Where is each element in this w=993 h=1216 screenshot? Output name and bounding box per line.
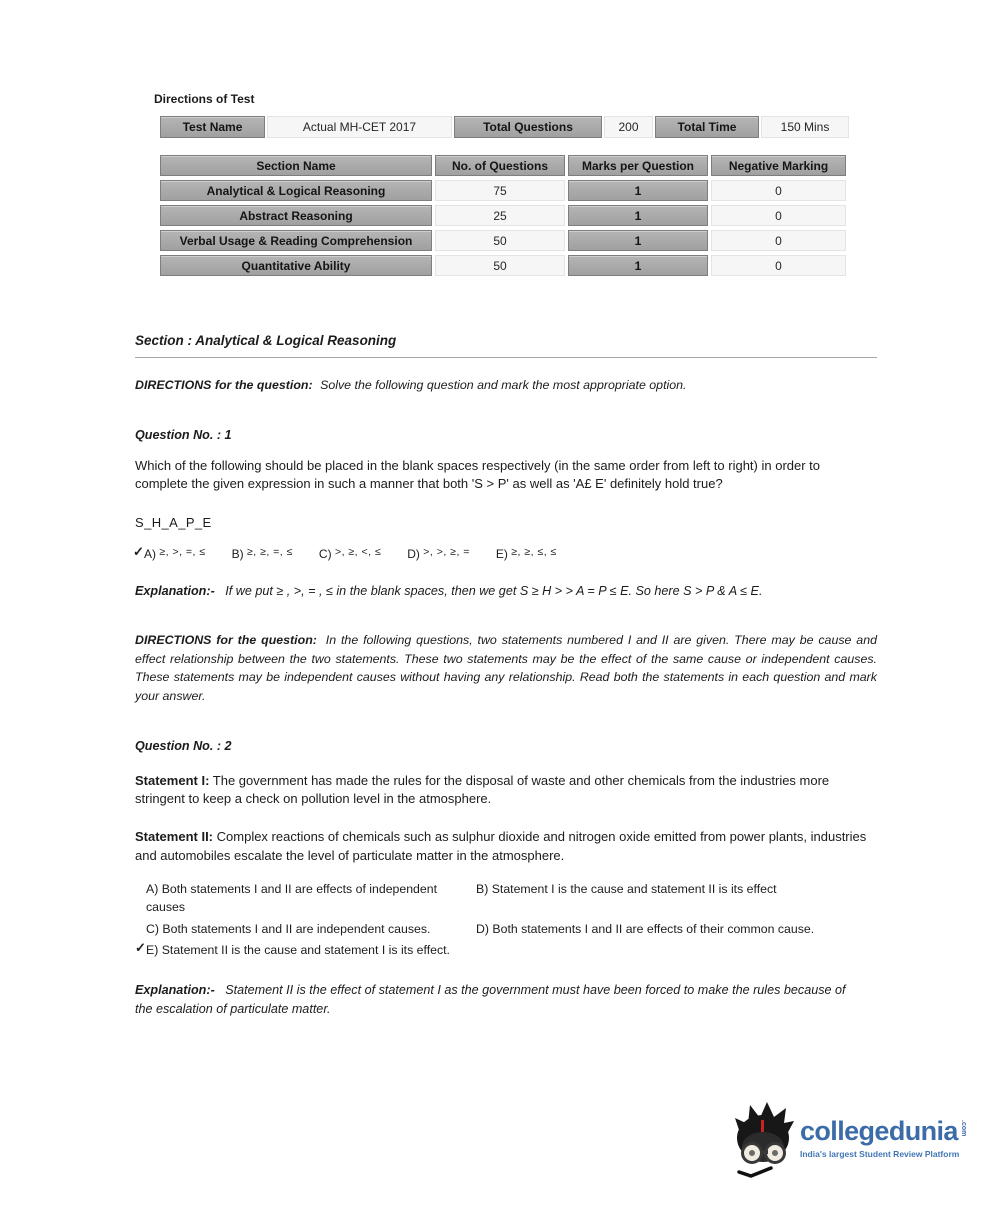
negative-cell: 0 xyxy=(711,255,846,276)
column-header-section-name: Section Name xyxy=(160,155,432,176)
questions-cell: 75 xyxy=(435,180,565,201)
section-name-cell: Analytical & Logical Reasoning xyxy=(160,180,432,201)
question-1-expression: S_H_A_P_E xyxy=(135,515,212,531)
explanation-label: Explanation:- xyxy=(135,584,215,599)
column-header-no-of-questions: No. of Questions xyxy=(435,155,565,176)
question-1-explanation xyxy=(135,582,865,601)
explanation-text: If we put ≥ , >, = , ≤ in the blank spaces, then we get S ≥ H > > A = P ≤ E. So here S > P & A ≤ E. xyxy=(225,584,763,599)
marks-cell: 1 xyxy=(568,180,708,201)
negative-cell: 0 xyxy=(711,230,846,251)
section-heading: Section : Analytical & Logical Reasoning xyxy=(135,333,877,358)
total-time-label: Total Time xyxy=(655,116,759,138)
brand-name: collegedunia xyxy=(800,1116,958,1146)
statement-2-label: Statement II: xyxy=(135,829,214,845)
test-name-value: Actual MH-CET 2017 xyxy=(267,116,452,138)
option-b: B) ≥, ≥, =, ≤ xyxy=(231,546,293,562)
total-questions-value: 200 xyxy=(604,116,653,138)
option-a: A) Both statements I and II are effects of independent causes xyxy=(146,882,437,915)
option-e: ✓ E) Statement II is the cause and statement I is its effect. xyxy=(135,940,450,958)
option-d: D) >, >, ≥, = xyxy=(407,546,470,562)
section-name-cell: Verbal Usage & Reading Comprehension xyxy=(160,230,432,251)
section-name-cell: Quantitative Ability xyxy=(160,255,432,276)
brand-tagline: India's largest Student Review Platform xyxy=(800,1149,960,1159)
test-info-table xyxy=(160,116,877,138)
question-1-directions xyxy=(135,376,877,395)
brand-suffix: .com xyxy=(959,1120,967,1137)
question-1-text: Which of the following should be placed in the blank spaces respectively (in the same order from left to right) in order to complete the given expression in such a manner that both 'S > P' as well as 'A£ E' definitely hold true? xyxy=(135,457,821,492)
question-1-options xyxy=(133,544,877,562)
option-a: ✓ A) ≥, >, =, ≤ xyxy=(133,544,206,562)
negative-cell: 0 xyxy=(711,180,846,201)
directions-text: In the following questions, two statements numbered I and II are given. There may be cause and effect relationship between the two statements. These two statements may be the effect of the same cause or independent causes. These statements may be independent causes without having any relationship. Read both the statements in each question and mark your answer. xyxy=(135,633,877,704)
question-2-explanation xyxy=(135,981,865,1019)
correct-answer-check-icon: ✓ xyxy=(135,940,146,956)
option-e: E) ≥, ≥, ≤, ≤ xyxy=(495,546,557,562)
option-b: B) Statement I is the cause and statement II is its effect xyxy=(476,882,777,896)
mascot-icon xyxy=(733,1100,795,1178)
question-2-number: Question No. : 2 xyxy=(135,738,232,753)
question-2-directions xyxy=(135,631,877,705)
statement-1-text: The government has made the rules for the disposal of waste and other chemicals from the industries more stringent to keep a check on pollution level in the atmosphere. xyxy=(135,772,830,807)
section-name-cell: Abstract Reasoning xyxy=(160,205,432,226)
marks-cell: 1 xyxy=(568,205,708,226)
test-name-label: Test Name xyxy=(160,116,265,138)
statement-1-label: Statement I: xyxy=(135,772,210,788)
questions-cell: 25 xyxy=(435,205,565,226)
question-1-number: Question No. : 1 xyxy=(135,427,232,442)
directions-label: DIRECTIONS for the question: xyxy=(135,633,317,648)
column-header-negative-marking: Negative Marking xyxy=(711,155,846,176)
directions-text: Solve the following question and mark the most appropriate option. xyxy=(320,378,687,392)
column-header-marks-per-question: Marks per Question xyxy=(568,155,708,176)
negative-cell: 0 xyxy=(711,205,846,226)
question-2-statement-2 xyxy=(135,828,877,866)
statement-2-text: Complex reactions of chemicals such as sulphur dioxide and nitrogen oxide emitted from power plants, industries and automobiles escalate the level of particulate matter in the atmosphere. xyxy=(135,829,867,864)
directions-label: DIRECTIONS for the question: xyxy=(135,378,313,392)
total-time-value: 150 Mins xyxy=(761,116,849,138)
option-d: D) Both statements I and II are effects of their common cause. xyxy=(476,921,815,936)
questions-cell: 50 xyxy=(435,230,565,251)
collegedunia-logo xyxy=(733,1100,973,1178)
marks-cell: 1 xyxy=(568,230,708,251)
marks-cell: 1 xyxy=(568,255,708,276)
sections-table xyxy=(160,155,877,276)
explanation-label: Explanation:- xyxy=(135,982,215,997)
option-c: C) >, ≥, <, ≤ xyxy=(318,546,382,562)
option-c: C) Both statements I and II are independent causes. xyxy=(146,921,431,936)
correct-answer-check-icon: ✓ xyxy=(133,544,144,560)
explanation-text: Statement II is the effect of statement I as the government must have been forced to make the rules because of the escalation of particulate matter. xyxy=(135,982,846,1016)
total-questions-label: Total Questions xyxy=(454,116,602,138)
directions-of-test-title: Directions of Test xyxy=(154,92,255,106)
questions-cell: 50 xyxy=(435,255,565,276)
question-2-statement-1 xyxy=(135,772,877,810)
logo-text xyxy=(800,1118,967,1159)
question-2-options xyxy=(135,880,877,960)
